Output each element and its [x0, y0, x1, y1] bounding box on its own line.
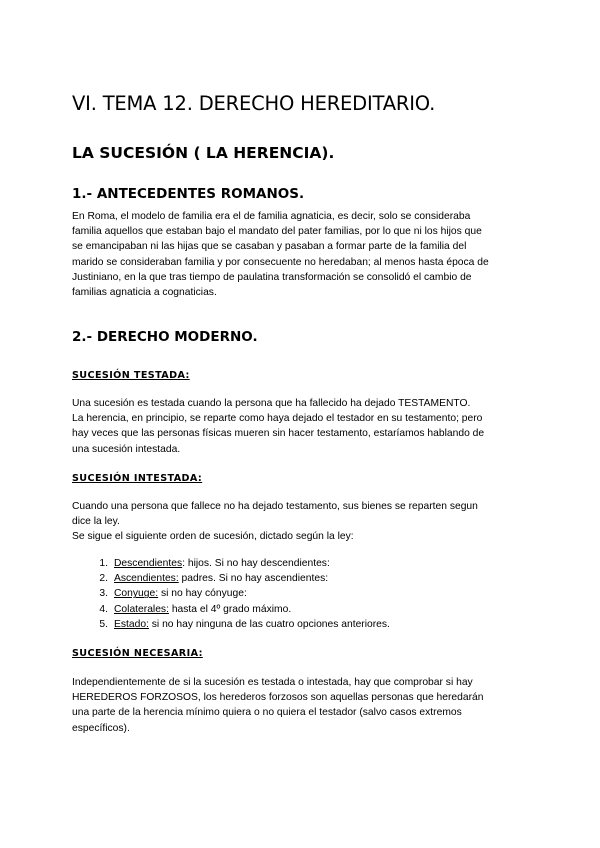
list-number: 4.: [99, 603, 108, 615]
list-number: 3.: [99, 588, 108, 600]
list-term: Colaterales:: [114, 603, 169, 615]
list-text: si no hay ninguna de las cuatro opciones anteriores.: [148, 618, 390, 630]
subheading-sucesion-necesaria: SUCESIÓN NECESARIA:: [72, 648, 203, 659]
subheading-sucesion-intestada: SUCESIÓN INTESTADA:: [72, 473, 203, 484]
text-line: Se sigue el siguiente orden de sucesión, dictado según la ley:: [72, 531, 354, 543]
paragraph-sucesion-testada: [72, 396, 532, 457]
text-line: marido se consideraban familia y por consecuente no heredaban; al menos hasta época de: [72, 256, 489, 268]
text-line: hay veces que las personas físicas mueren sin hacer testamento, estaríamos hablando de: [72, 428, 485, 440]
list-term: Estado:: [114, 618, 149, 630]
text-line: Una sucesión es testada cuando la persona que ha fallecido ha dejado TESTAMENTO.: [72, 398, 471, 409]
list-number: 2.: [99, 573, 108, 585]
text-line: una parte de la herencia mínimo quiera o no quiera el testador (salvo casos extremos: [72, 707, 462, 719]
list-item: [72, 617, 390, 632]
section-heading-antecedentes: 1.- ANTECEDENTES ROMANOS.: [72, 186, 305, 202]
page-title: VI. TEMA 12. DERECHO HEREDITARIO.: [72, 92, 436, 115]
subheading-sucesion-testada: SUCESIÓN TESTADA:: [72, 370, 190, 381]
text-line: familia aquellos que estaban bajo el mandato del pater familias, por lo que ni los hijos que: [72, 226, 482, 238]
list-number: 1.: [99, 558, 108, 569]
list-term: Descendientes: [114, 558, 183, 569]
text-line: dice la ley.: [72, 516, 120, 528]
section-heading-derecho-moderno: 2.- DERECHO MODERNO.: [72, 329, 258, 345]
text-line: familias agnaticia a cognaticias.: [72, 287, 217, 299]
text-line: En Roma, el modelo de familia era el de familia agnaticia, es decir, solo se consideraba: [72, 211, 471, 222]
text-line: HEREDEROS FORZOSOS, los herederos forzosos son aquellas personas que heredarán: [72, 692, 484, 704]
list-item: [72, 571, 390, 586]
text-line: específicos).: [72, 722, 130, 734]
paragraph-sucesion-intestada: [72, 499, 532, 545]
paragraph-antecedentes: [72, 209, 532, 300]
list-number: 5.: [99, 618, 108, 630]
list-term: Ascendientes:: [114, 573, 179, 585]
document-subtitle: LA SUCESIÓN ( LA HERENCIA).: [72, 144, 335, 162]
list-text: padres. Si no hay ascendientes:: [178, 573, 329, 585]
list-term: Conyuge:: [114, 588, 159, 600]
paragraph-sucesion-necesaria: [72, 675, 532, 736]
list-item: [72, 586, 390, 601]
list-text: hasta el 4º grado máximo.: [168, 603, 292, 615]
text-line: La herencia, en principio, se reparte como haya dejado el testador en su testamento; pero: [72, 413, 483, 425]
list-item: [72, 602, 390, 617]
succession-order-list: [72, 556, 390, 632]
text-line: Justiniano, en la que tras tiempo de paulatina transformación se consolidó el cambio de: [72, 271, 472, 283]
text-line: Independientemente de si la sucesión es testada o intestada, hay que comprobar si hay: [72, 677, 473, 688]
text-line: Cuando una persona que fallece no ha dejado testamento, sus bienes se reparten segun: [72, 501, 478, 512]
list-text: si no hay cónyuge:: [158, 588, 247, 600]
list-text: : hijos. Si no hay descendientes:: [182, 558, 330, 569]
text-line: una sucesión intestada.: [72, 443, 181, 455]
list-item: [72, 556, 390, 571]
text-line: se emancipaban ni las hijas que se casaban y pasaban a formar parte de la familia del: [72, 241, 467, 253]
